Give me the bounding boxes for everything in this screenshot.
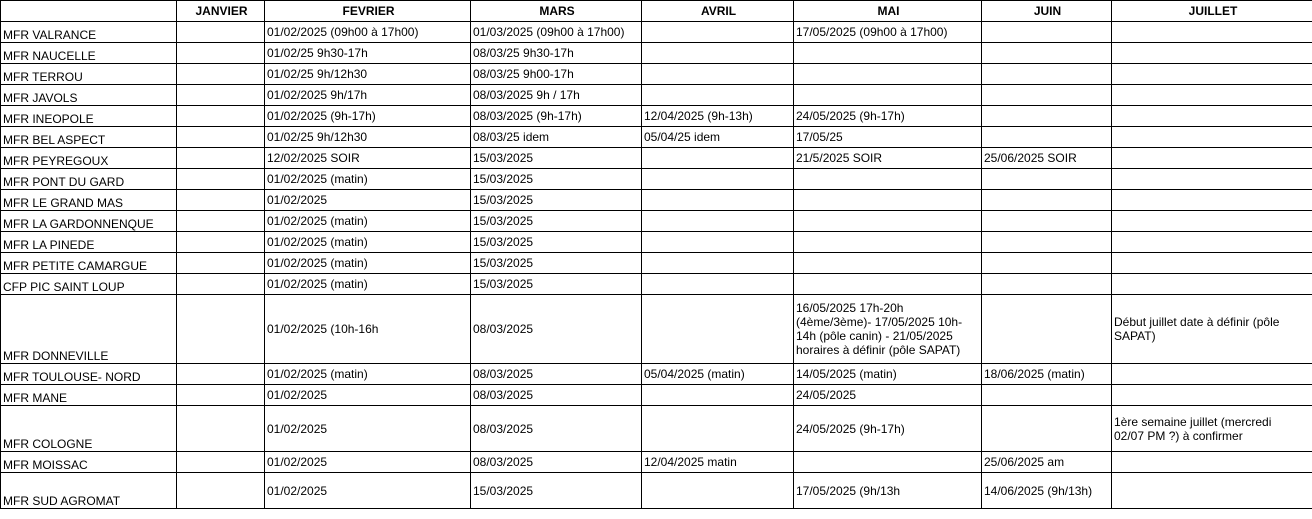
cell-juillet[interactable] <box>1112 190 1312 211</box>
cell-janvier[interactable] <box>177 43 265 64</box>
table-row <box>1 85 1312 106</box>
cell-fevrier[interactable]: 01/02/25 9h30-17h <box>265 43 471 64</box>
cell-mai[interactable]: 24/05/2025 <box>794 385 982 406</box>
cell-fevrier[interactable]: 01/02/2025 (matin) <box>265 253 471 274</box>
cell-juin[interactable] <box>982 211 1112 232</box>
row-label-cell[interactable]: MFR MOISSAC <box>1 452 177 473</box>
row-label-cell[interactable]: MFR NAUCELLE <box>1 43 177 64</box>
cell-mai[interactable] <box>794 85 982 106</box>
cell-avril[interactable]: 12/04/2025 (9h-13h) <box>642 106 794 127</box>
table-row <box>1 473 1312 509</box>
row-label-cell[interactable]: MFR BEL ASPECT <box>1 127 177 148</box>
cell-fevrier[interactable]: 01/02/2025 (matin) <box>265 169 471 190</box>
cell-fevrier[interactable]: 01/02/25 9h/12h30 <box>265 64 471 85</box>
cell-mars[interactable]: 15/03/2025 <box>471 169 642 190</box>
cell-mai[interactable] <box>794 232 982 253</box>
cell-juillet[interactable] <box>1112 232 1312 253</box>
row-label-cell[interactable]: MFR LA PINEDE <box>1 232 177 253</box>
cell-juin[interactable] <box>982 385 1112 406</box>
row-label-cell[interactable]: MFR SUD AGROMAT <box>1 473 177 509</box>
cell-mars[interactable]: 08/03/2025 <box>471 295 642 364</box>
cell-juin[interactable] <box>982 169 1112 190</box>
cell-juin[interactable] <box>982 190 1112 211</box>
cell-mars[interactable]: 15/03/2025 <box>471 190 642 211</box>
cell-juin[interactable] <box>982 127 1112 148</box>
cell-janvier[interactable] <box>177 232 265 253</box>
cell-janvier[interactable] <box>177 406 265 452</box>
row-label-cell[interactable]: MFR LA GARDONNENQUE <box>1 211 177 232</box>
header-cell-juillet[interactable]: JUILLET <box>1112 1 1312 22</box>
cell-mars[interactable]: 15/03/2025 <box>471 253 642 274</box>
cell-avril[interactable] <box>642 295 794 364</box>
cell-fevrier[interactable]: 01/02/2025 (9h-17h) <box>265 106 471 127</box>
table-row <box>1 211 1312 232</box>
row-label-cell[interactable]: MFR PONT DU GARD <box>1 169 177 190</box>
header-row <box>1 1 1312 22</box>
table-row <box>1 169 1312 190</box>
cell-janvier[interactable] <box>177 211 265 232</box>
cell-juin[interactable]: 25/06/2025 am <box>982 452 1112 473</box>
table-row <box>1 232 1312 253</box>
table-row <box>1 106 1312 127</box>
cell-janvier[interactable] <box>177 295 265 364</box>
cell-juin[interactable] <box>982 106 1112 127</box>
cell-avril[interactable]: 05/04/25 idem <box>642 127 794 148</box>
cell-avril[interactable] <box>642 274 794 295</box>
cell-juin[interactable] <box>982 22 1112 43</box>
cell-avril[interactable] <box>642 473 794 509</box>
table-row <box>1 452 1312 473</box>
cell-juillet[interactable] <box>1112 169 1312 190</box>
cell-mars[interactable]: 08/03/2025 (9h-17h) <box>471 106 642 127</box>
cell-mars[interactable]: 08/03/2025 <box>471 406 642 452</box>
cell-mars[interactable]: 08/03/2025 <box>471 364 642 385</box>
cell-mai[interactable]: 16/05/2025 17h-20h (4ème/3ème)- 17/05/2025 10h- 14h (pôle canin) - 21/05/2025 horaires à définir (pôle SAPAT) <box>794 295 982 364</box>
cell-juillet[interactable] <box>1112 43 1312 64</box>
table-row <box>1 406 1312 452</box>
cell-fevrier[interactable]: 01/02/2025 (matin) <box>265 364 471 385</box>
cell-fevrier[interactable]: 01/02/2025 <box>265 190 471 211</box>
cell-avril[interactable] <box>642 253 794 274</box>
table-row <box>1 64 1312 85</box>
cell-avril[interactable] <box>642 406 794 452</box>
row-label-cell[interactable]: MFR VALRANCE <box>1 22 177 43</box>
cell-juillet[interactable]: 1ère semaine juillet (mercredi 02/07 PM ?) à confirmer <box>1112 406 1312 452</box>
cell-juin[interactable] <box>982 274 1112 295</box>
cell-mars[interactable]: 15/03/2025 <box>471 274 642 295</box>
cell-mars[interactable]: 08/03/2025 <box>471 452 642 473</box>
cell-mai[interactable]: 17/05/25 <box>794 127 982 148</box>
cell-avril[interactable] <box>642 385 794 406</box>
cell-fevrier[interactable]: 01/02/2025 (10h-16h <box>265 295 471 364</box>
cell-fevrier[interactable]: 01/02/2025 <box>265 473 471 509</box>
header-cell-avril[interactable]: AVRIL <box>642 1 794 22</box>
cell-mars[interactable]: 08/03/2025 <box>471 385 642 406</box>
cell-mai[interactable]: 24/05/2025 (9h-17h) <box>794 406 982 452</box>
cell-janvier[interactable] <box>177 385 265 406</box>
table-row <box>1 127 1312 148</box>
cell-avril[interactable] <box>642 232 794 253</box>
cell-avril[interactable] <box>642 85 794 106</box>
cell-mai[interactable]: 14/05/2025 (matin) <box>794 364 982 385</box>
cell-juillet[interactable] <box>1112 64 1312 85</box>
cell-juillet[interactable] <box>1112 106 1312 127</box>
cell-fevrier[interactable]: 01/02/25 9h/12h30 <box>265 127 471 148</box>
cell-juin[interactable] <box>982 295 1112 364</box>
cell-mars[interactable]: 08/03/25 idem <box>471 127 642 148</box>
cell-avril[interactable] <box>642 64 794 85</box>
header-cell-juin[interactable]: JUIN <box>982 1 1112 22</box>
cell-mai[interactable]: 21/5/2025 SOIR <box>794 148 982 169</box>
cell-mai[interactable]: 17/05/2025 (09h00 à 17h00) <box>794 22 982 43</box>
cell-avril[interactable]: 05/04/2025 (matin) <box>642 364 794 385</box>
cell-juin[interactable] <box>982 406 1112 452</box>
cell-mars[interactable]: 08/03/25 9h00-17h <box>471 64 642 85</box>
cell-mars[interactable]: 15/03/2025 <box>471 473 642 509</box>
header-cell-mars[interactable]: MARS <box>471 1 642 22</box>
cell-mai[interactable] <box>794 43 982 64</box>
cell-mai[interactable] <box>794 169 982 190</box>
cell-mars[interactable]: 01/03/2025 (09h00 à 17h00) <box>471 22 642 43</box>
cell-juin[interactable] <box>982 232 1112 253</box>
table-row <box>1 190 1312 211</box>
cell-juin[interactable]: 18/06/2025 (matin) <box>982 364 1112 385</box>
cell-avril[interactable] <box>642 148 794 169</box>
cell-juin[interactable] <box>982 253 1112 274</box>
cell-mars[interactable]: 08/03/2025 9h / 17h <box>471 85 642 106</box>
cell-janvier[interactable] <box>177 190 265 211</box>
cell-mai[interactable] <box>794 253 982 274</box>
table-row <box>1 274 1312 295</box>
cell-janvier[interactable] <box>177 148 265 169</box>
cell-fevrier[interactable]: 01/02/2025 9h/17h <box>265 85 471 106</box>
cell-fevrier[interactable]: 01/02/2025 (matin) <box>265 274 471 295</box>
cell-mars[interactable]: 15/03/2025 <box>471 148 642 169</box>
row-label-cell[interactable]: MFR LE GRAND MAS <box>1 190 177 211</box>
cell-fevrier[interactable]: 12/02/2025 SOIR <box>265 148 471 169</box>
cell-juillet[interactable] <box>1112 22 1312 43</box>
cell-janvier[interactable] <box>177 253 265 274</box>
cell-juillet[interactable] <box>1112 473 1312 509</box>
cell-mars[interactable]: 15/03/2025 <box>471 211 642 232</box>
cell-mai[interactable] <box>794 452 982 473</box>
cell-mai[interactable] <box>794 190 982 211</box>
row-label-cell[interactable]: MFR PEYREGOUX <box>1 148 177 169</box>
cell-juillet[interactable] <box>1112 85 1312 106</box>
header-cell-fevrier[interactable]: FEVRIER <box>265 1 471 22</box>
table-row <box>1 385 1312 406</box>
row-label-cell[interactable]: MFR TERROU <box>1 64 177 85</box>
cell-janvier[interactable] <box>177 364 265 385</box>
cell-juillet[interactable] <box>1112 211 1312 232</box>
cell-fevrier[interactable]: 01/02/2025 (matin) <box>265 211 471 232</box>
cell-avril[interactable] <box>642 190 794 211</box>
cell-janvier[interactable] <box>177 64 265 85</box>
cell-mars[interactable]: 08/03/25 9h30-17h <box>471 43 642 64</box>
cell-avril[interactable] <box>642 22 794 43</box>
table-row <box>1 22 1312 43</box>
cell-janvier[interactable] <box>177 473 265 509</box>
cell-janvier[interactable] <box>177 85 265 106</box>
row-label-cell[interactable]: MFR COLOGNE <box>1 406 177 452</box>
cell-fevrier[interactable]: 01/02/2025 <box>265 452 471 473</box>
cell-avril[interactable]: 12/04/2025 matin <box>642 452 794 473</box>
row-label-cell[interactable]: MFR JAVOLS <box>1 85 177 106</box>
row-label-cell[interactable]: MFR TOULOUSE- NORD <box>1 364 177 385</box>
table-row <box>1 43 1312 64</box>
cell-juin[interactable]: 14/06/2025 (9h/13h) <box>982 473 1112 509</box>
cell-juillet[interactable] <box>1112 364 1312 385</box>
table-row <box>1 295 1312 364</box>
header-cell-mai[interactable]: MAI <box>794 1 982 22</box>
cell-juillet[interactable] <box>1112 274 1312 295</box>
cell-juillet[interactable] <box>1112 253 1312 274</box>
row-label-cell[interactable]: MFR MANE <box>1 385 177 406</box>
cell-juin[interactable] <box>982 43 1112 64</box>
cell-juin[interactable] <box>982 64 1112 85</box>
cell-juillet[interactable]: Début juillet date à définir (pôle SAPAT) <box>1112 295 1312 364</box>
cell-mars[interactable]: 15/03/2025 <box>471 232 642 253</box>
cell-janvier[interactable] <box>177 169 265 190</box>
cell-juillet[interactable] <box>1112 148 1312 169</box>
cell-mai[interactable]: 24/05/2025 (9h-17h) <box>794 106 982 127</box>
cell-fevrier[interactable]: 01/02/2025 (09h00 à 17h00) <box>265 22 471 43</box>
cell-avril[interactable] <box>642 211 794 232</box>
row-label-cell[interactable]: MFR PETITE CAMARGUE <box>1 253 177 274</box>
cell-juillet[interactable] <box>1112 127 1312 148</box>
cell-mai[interactable]: 17/05/2025 (9h/13h <box>794 473 982 509</box>
header-cell-name[interactable] <box>1 1 177 22</box>
row-label-cell[interactable]: CFP PIC SAINT LOUP <box>1 274 177 295</box>
cell-janvier[interactable] <box>177 452 265 473</box>
table-row <box>1 148 1312 169</box>
table-row <box>1 253 1312 274</box>
table-row <box>1 364 1312 385</box>
row-label-cell[interactable]: MFR DONNEVILLE <box>1 295 177 364</box>
cell-fevrier[interactable]: 01/02/2025 <box>265 385 471 406</box>
cell-fevrier[interactable]: 01/02/2025 <box>265 406 471 452</box>
cell-fevrier[interactable]: 01/02/2025 (matin) <box>265 232 471 253</box>
cell-juin[interactable] <box>982 85 1112 106</box>
cell-avril[interactable] <box>642 43 794 64</box>
cell-mai[interactable] <box>794 211 982 232</box>
cell-mai[interactable] <box>794 64 982 85</box>
cell-janvier[interactable] <box>177 127 265 148</box>
cell-juillet[interactable] <box>1112 452 1312 473</box>
cell-janvier[interactable] <box>177 22 265 43</box>
header-cell-janvier[interactable]: JANVIER <box>177 1 265 22</box>
cell-janvier[interactable] <box>177 274 265 295</box>
cell-juillet[interactable] <box>1112 385 1312 406</box>
cell-avril[interactable] <box>642 169 794 190</box>
row-label-cell[interactable]: MFR INEOPOLE <box>1 106 177 127</box>
cell-juin[interactable]: 25/06/2025 SOIR <box>982 148 1112 169</box>
cell-mai[interactable] <box>794 274 982 295</box>
cell-janvier[interactable] <box>177 106 265 127</box>
